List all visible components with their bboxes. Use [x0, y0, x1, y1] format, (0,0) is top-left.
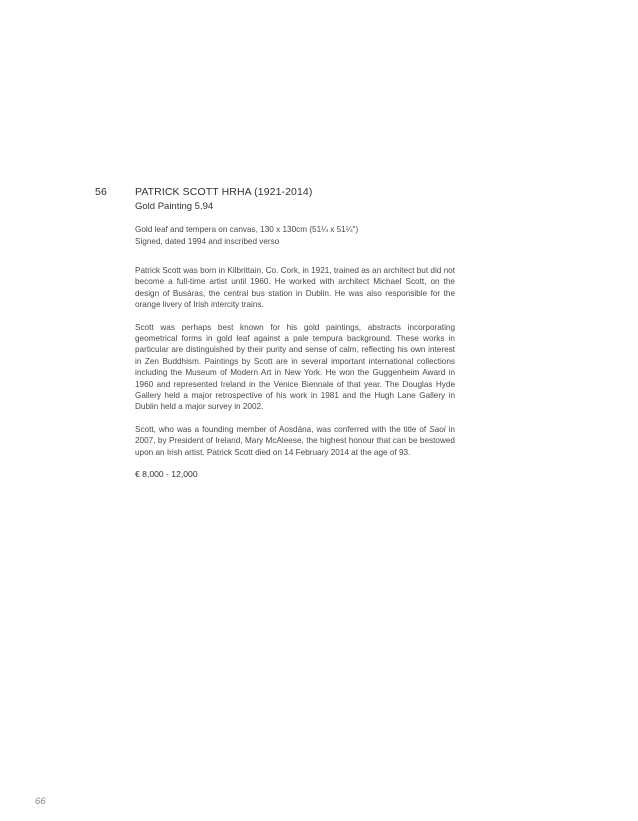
- essay-text: Scott, who was a founding member of Aosdána, was conferred with the title of: [135, 424, 430, 434]
- signature-line: Signed, dated 1994 and inscribed verso: [135, 236, 280, 246]
- essay-italic-term: Saoi: [429, 424, 446, 434]
- essay-paragraph: Scott was perhaps best known for his gold paintings, abstracts incorporating geometrical forms in gold leaf against a pale tempura background. These works in particular are distinguished by their purity and sense of calm, reflecting his own interest in Zen Buddhism. Paintings by Scott are in several important international collections including the Museum of Modern Art in New York. He won the Guggenheim Award in 1960 and represented Ireland in the Venice Biennale of that year. The Douglas Hyde Gallery held a major retrospective of his work in 1981 and the Hugh Lane Gallery in Dublin held a major survey in 2002.: [135, 322, 455, 412]
- lot-number: 56: [95, 186, 107, 198]
- lot-header: [95, 186, 455, 198]
- lot-body: [135, 201, 455, 479]
- artist-name: PATRICK SCOTT HRHA (1921-2014): [135, 186, 313, 198]
- price-estimate: € 8,000 - 12,000: [135, 469, 198, 480]
- lot-entry: [95, 186, 455, 479]
- medium-line: Gold leaf and tempera on canvas, 130 x 130cm (51¼ x 51¼"): [135, 225, 359, 234]
- catalogue-essay: [135, 265, 455, 458]
- page-number: 66: [35, 796, 46, 807]
- essay-paragraph: Patrick Scott was born in Kilbrittain, Co. Cork, in 1921, trained as an architect but did not become a full-time artist until 1960. He worked with architect Michael Scott, on the design of Busáras, the central bus station in Dublin. He was also responsible for the orange livery of Irish intercity trains.: [135, 266, 455, 310]
- essay-paragraph: [135, 424, 455, 458]
- artwork-details: [135, 224, 455, 247]
- essay-text: in 2007, by President of Ireland, Mary McAleese, the highest honour that can be bestowed upon an Irish artist. Patrick Scott died on 14 February 2014 at the age of 93.: [135, 424, 455, 457]
- artwork-title: Gold Painting 5.94: [135, 201, 214, 212]
